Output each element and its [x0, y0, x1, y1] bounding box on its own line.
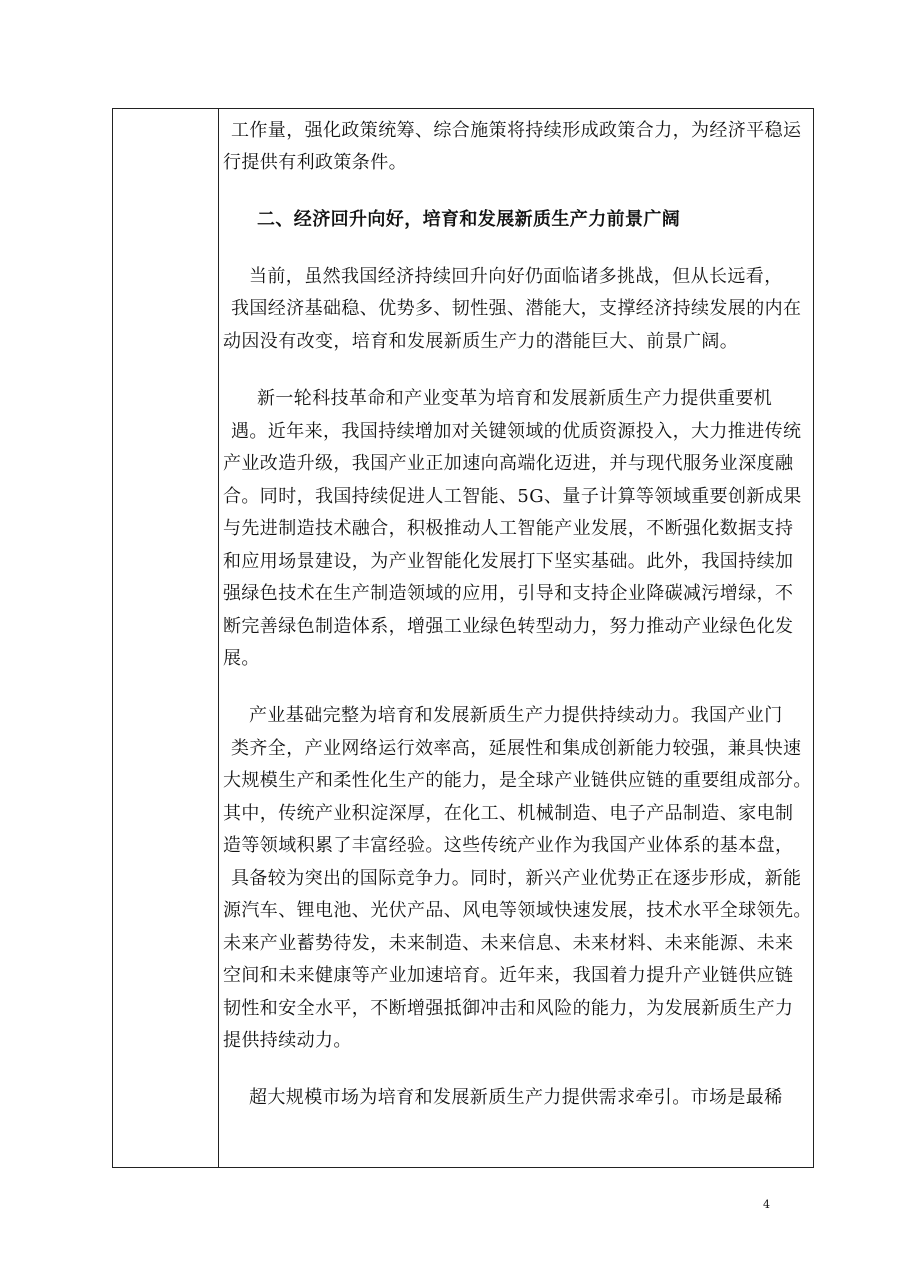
document-table — [112, 108, 814, 1168]
text-line: 与先进制造技术融合，积极推动人工智能产业发展，不断强化数据支持 — [223, 518, 794, 539]
text-line: 类齐全，产业网络运行效率高，延展性和集成创新能力较强，兼具快速 — [231, 738, 802, 759]
text-line: 产业改造升级，我国产业正加速向高端化迈进，并与现代服务业深度融 — [223, 453, 794, 474]
text-line: 当前，虽然我国经济持续回升向好仍面临诸多挑战，但从长远看， — [249, 266, 783, 287]
text-line: 行提供有利政策条件。 — [223, 152, 407, 173]
text-line: 断完善绿色制造体系，增强工业绿色转型动力，努力推动产业绿色化发 — [223, 616, 794, 637]
table-content-cell — [219, 109, 813, 1167]
text-line: 工作量，强化政策统筹、综合施策将持续形成政策合力，为经济平稳运 — [231, 120, 802, 141]
text-line: 源汽车、锂电池、光伏产品、风电等领域快速发展，技术水平全球领先。 — [223, 900, 812, 921]
text-line: 我国经济基础稳、优势多、韧性强、潜能大，支撑经济持续发展的内在 — [231, 298, 802, 319]
text-line: 强绿色技术在生产制造领域的应用，引导和支持企业降碳减污增绿，不 — [223, 583, 794, 604]
text-line: 未来产业蓄势待发，未来制造、未来信息、未来材料、未来能源、未来 — [223, 933, 794, 954]
text-line: 遇。近年来，我国持续增加对关键领域的优质资源投入，大力推进传统 — [231, 421, 802, 442]
text-line: 其中，传统产业积淀深厚，在化工、机械制造、电子产品制造、家电制 — [223, 803, 794, 824]
text-line: 提供持续动力。 — [223, 1030, 352, 1051]
text-line: 大规模生产和柔性化生产的能力，是全球产业链供应链的重要组成部分。 — [223, 770, 812, 791]
text-line: 动因没有改变，培育和发展新质生产力的潜能巨大、前景广阔。 — [223, 331, 739, 352]
text-line: 新一轮科技革命和产业变革为培育和发展新质生产力提供重要机 — [257, 388, 773, 409]
text-line: 展。 — [223, 648, 260, 669]
page-number: 4 — [763, 1198, 770, 1211]
text-line: 空间和未来健康等产业加速培育。近年来，我国着力提升产业链供应链 — [223, 965, 794, 986]
text-line: 具备较为突出的国际竞争力。同时，新兴产业优势正在逐步形成，新能 — [231, 868, 802, 889]
section-heading: 二、经济回升向好，培育和发展新质生产力前景广阔 — [257, 209, 681, 230]
text-line: 产业基础完整为培育和发展新质生产力提供持续动力。我国产业门 — [249, 705, 783, 726]
text-line: 造等领域积累了丰富经验。这些传统产业作为我国产业体系的基本盘， — [223, 835, 794, 856]
text-line: 超大规模市场为培育和发展新质生产力提供需求牵引。市场是最稀 — [249, 1087, 783, 1108]
table-left-cell — [113, 109, 219, 1167]
text-line: 和应用场景建设，为产业智能化发展打下坚实基础。此外，我国持续加 — [223, 551, 794, 572]
text-line: 韧性和安全水平，不断增强抵御冲击和风险的能力，为发展新质生产力 — [223, 998, 794, 1019]
text-line: 合。同时，我国持续促进人工智能、5G、量子计算等领域重要创新成果 — [223, 486, 802, 507]
